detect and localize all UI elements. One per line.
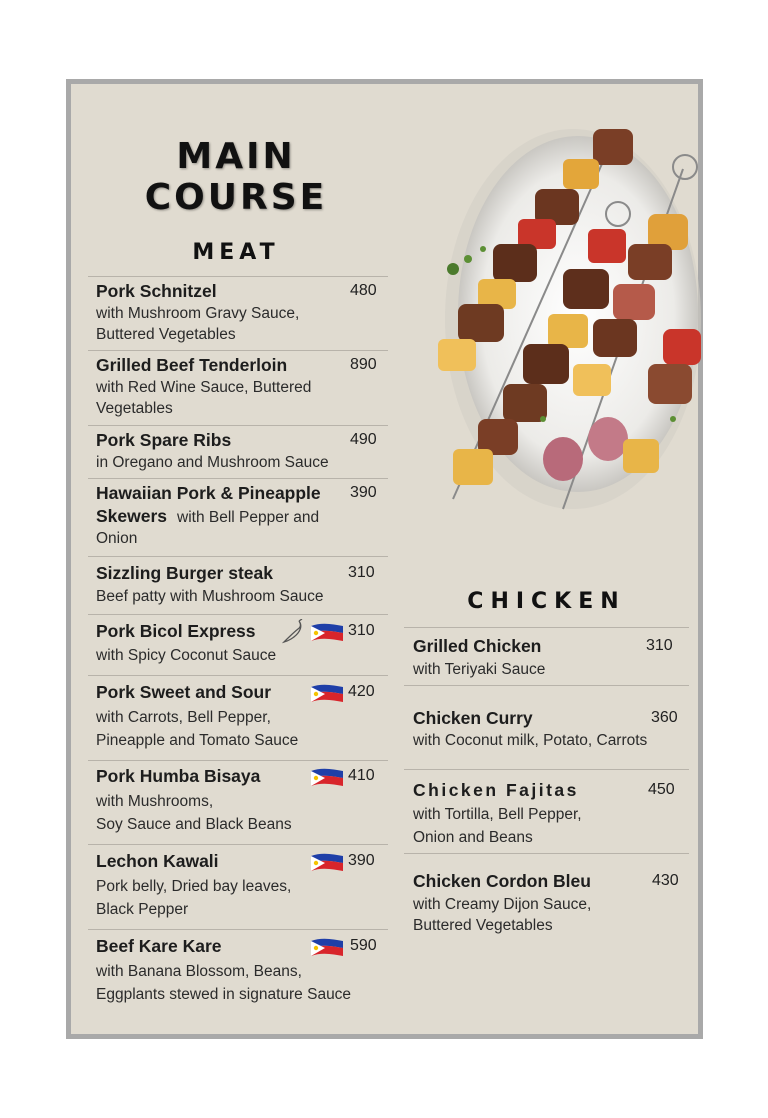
chili-icon: [281, 619, 305, 645]
menu-item-desc: Eggplants stewed in signature Sauce: [96, 986, 352, 1003]
menu-item-desc: with Banana Blossom, Beans,: [96, 963, 302, 980]
menu-item-desc: Onion: [96, 530, 138, 547]
menu-item-price: 360: [651, 709, 678, 726]
menu-item-price: 420: [348, 683, 375, 700]
menu-item-desc: Vegetables: [96, 400, 173, 417]
menu-item-desc: Buttered Vegetables: [96, 326, 236, 343]
page-title-line1: MAIN: [176, 136, 296, 177]
divider: [404, 769, 689, 770]
menu-item-desc: with Tortilla, Bell Pepper,: [413, 806, 582, 823]
menu-item-price: 480: [350, 282, 377, 299]
menu-item-desc: with Spicy Coconut Sauce: [96, 647, 277, 664]
section-chicken-heading: CHICKEN: [467, 589, 626, 614]
divider: [88, 929, 388, 930]
menu-item-name-line2: Skewers: [96, 506, 168, 526]
menu-item-desc: Pork belly, Dried bay leaves,: [96, 878, 292, 895]
menu-item-desc: Beef patty with Mushroom Sauce: [96, 588, 324, 605]
menu-item-name: Grilled Beef Tenderloin: [96, 355, 288, 375]
menu-item-name: Chicken Curry: [413, 708, 533, 728]
menu-item-name: Pork Humba Bisaya: [96, 766, 261, 786]
philippine-flag-icon: [309, 767, 345, 789]
menu-item-desc: with Red Wine Sauce, Buttered: [96, 379, 312, 396]
divider: [88, 844, 388, 845]
menu-item-name: Chicken Fajitas: [413, 780, 579, 800]
menu-item-desc: in Oregano and Mushroom Sauce: [96, 454, 329, 471]
menu-item-desc: with Mushrooms,: [96, 793, 214, 810]
menu-item-name: Pork Bicol Express: [96, 621, 256, 641]
menu-item-desc: with Coconut milk, Potato, Carrots: [413, 732, 648, 749]
menu-item-price: 390: [348, 852, 375, 869]
philippine-flag-icon: [309, 937, 345, 959]
page-title-line2: COURSE: [144, 177, 328, 218]
menu-item-name: Pork Schnitzel: [96, 281, 217, 301]
menu-item-name: Pork Sweet and Sour: [96, 682, 272, 702]
menu-item-price: 890: [350, 356, 377, 373]
divider: [88, 350, 388, 351]
menu-item-name: Hawaiian Pork & Pineapple: [96, 483, 321, 503]
menu-item-name: Beef Kare Kare: [96, 936, 222, 956]
menu-item-price: 310: [348, 622, 375, 639]
philippine-flag-icon: [309, 683, 345, 705]
menu-item-price: 310: [348, 564, 375, 581]
menu-item-price: 590: [350, 937, 377, 954]
kebab-plate-photo: [423, 119, 703, 539]
menu-item-name: Grilled Chicken: [413, 636, 542, 656]
menu-item-price: 450: [648, 781, 675, 798]
menu-item-desc: Buttered Vegetables: [413, 917, 553, 934]
menu-item-price: 410: [348, 767, 375, 784]
menu-item-desc: with Teriyaki Sauce: [413, 661, 546, 678]
divider: [404, 627, 689, 628]
section-meat-heading: MEAT: [192, 240, 280, 265]
divider: [88, 425, 388, 426]
divider: [88, 675, 388, 676]
menu-item-price: 310: [646, 637, 673, 654]
divider: [404, 853, 689, 854]
menu-item-desc: with Mushroom Gravy Sauce,: [96, 305, 300, 322]
menu-item-price: 390: [350, 484, 377, 501]
divider: [88, 276, 388, 277]
divider: [88, 614, 388, 615]
menu-item-name: Lechon Kawali: [96, 851, 219, 871]
divider: [88, 760, 388, 761]
menu-item-desc: Soy Sauce and Black Beans: [96, 816, 292, 833]
divider: [404, 685, 689, 686]
menu-item-name: Sizzling Burger steak: [96, 563, 273, 583]
menu-item-desc: Onion and Beans: [413, 829, 533, 846]
menu-item-desc: with Carrots, Bell Pepper,: [96, 709, 271, 726]
menu-item-desc: with Creamy Dijon Sauce,: [413, 896, 592, 913]
menu-card: [66, 79, 703, 1039]
philippine-flag-icon: [309, 852, 345, 874]
menu-item-name: Chicken Cordon Bleu: [413, 871, 591, 891]
menu-item-desc: Pineapple and Tomato Sauce: [96, 732, 299, 749]
menu-item-price: 430: [652, 872, 679, 889]
divider: [88, 478, 388, 479]
menu-item-name: Pork Spare Ribs: [96, 430, 232, 450]
menu-item-desc: with Bell Pepper and: [177, 509, 320, 526]
menu-item-price: 490: [350, 431, 377, 448]
philippine-flag-icon: [309, 622, 345, 644]
divider: [88, 556, 388, 557]
menu-item-desc: Black Pepper: [96, 901, 189, 918]
